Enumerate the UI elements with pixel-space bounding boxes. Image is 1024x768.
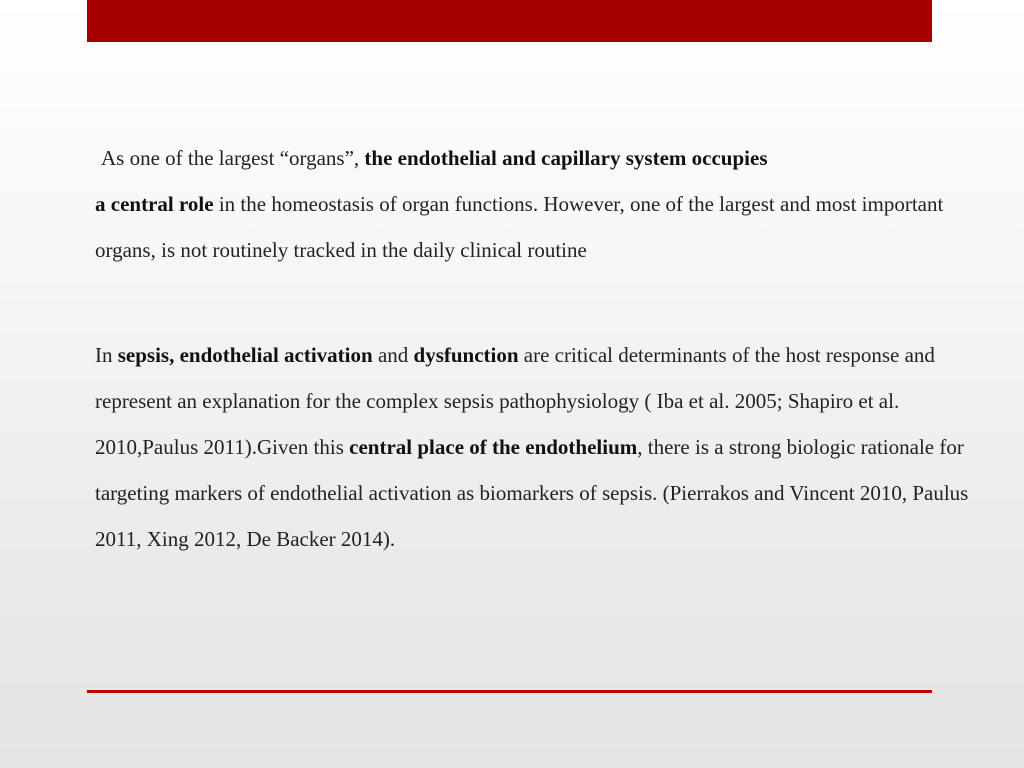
paragraph-sepsis (95, 332, 975, 562)
top-accent-bar (87, 0, 932, 42)
paragraph-endothelial-system (95, 135, 975, 273)
paragraph-2-text-2: and (372, 343, 414, 367)
paragraph-1-text-2: in the homeostasis of organ functions. However, one of the largest and most important organs, is not routinely tracked in the daily clinical routine (95, 192, 944, 262)
paragraph-2-bold-1: sepsis, endothelial activation (117, 343, 373, 367)
paragraph-1-bold-2: a central role (95, 192, 214, 216)
paragraph-1-text-1: As one of the largest “organs”, (101, 146, 365, 170)
paragraph-2-bold-3: central place of the endothelium (349, 435, 638, 459)
paragraph-2-text-1: In (95, 343, 118, 367)
paragraph-2-text-3: are critical determinants of the host response and represent an explanation for the complex sepsis pathophysiology ( Iba et al. 2005; Shapiro et al. 2010,Paulus 2011).Given this (95, 343, 935, 459)
bottom-divider-line (87, 690, 932, 693)
paragraph-2-text-4: , there is a strong biologic rationale for targeting markers of endothelial activation as biomarkers of sepsis. (Pierrakos and Vincent 2010, Paulus 2011, Xing 2012, De Backer 2014). (95, 435, 969, 551)
paragraph-2-bold-2: dysfunction (413, 343, 519, 367)
paragraph-1-bold-1: the endothelial and capillary system occupies (364, 146, 768, 170)
